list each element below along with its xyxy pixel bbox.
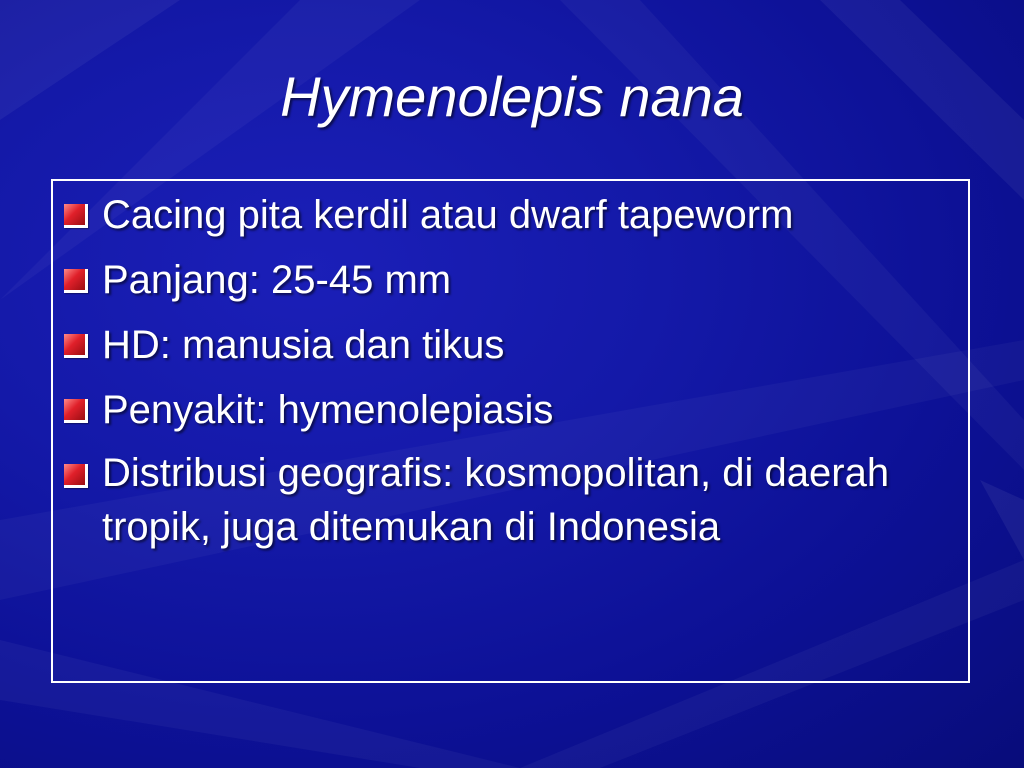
bullet-text: Panjang: 25-45 mm <box>102 258 452 302</box>
bullet-item <box>64 316 964 374</box>
red-square-bullet-icon <box>64 269 88 293</box>
red-square-bullet-icon <box>64 399 88 423</box>
bullet-text: Cacing pita kerdil atau dwarf tapeworm <box>102 193 794 237</box>
bullet-list <box>64 186 964 561</box>
red-square-bullet-icon <box>64 334 88 358</box>
bullet-item <box>64 186 964 244</box>
bullet-text: Distribusi geografis: kosmopolitan, di daerah tropik, juga ditemukan di Indonesia <box>102 451 890 549</box>
slide-title: Hymenolepis nana <box>280 65 744 128</box>
bullet-item <box>64 446 964 554</box>
bullet-item <box>64 381 964 439</box>
red-square-bullet-icon <box>64 464 88 488</box>
bullet-text: HD: manusia dan tikus <box>102 323 505 367</box>
bullet-item <box>64 251 964 309</box>
red-square-bullet-icon <box>64 204 88 228</box>
bullet-text: Penyakit: hymenolepiasis <box>102 388 554 432</box>
